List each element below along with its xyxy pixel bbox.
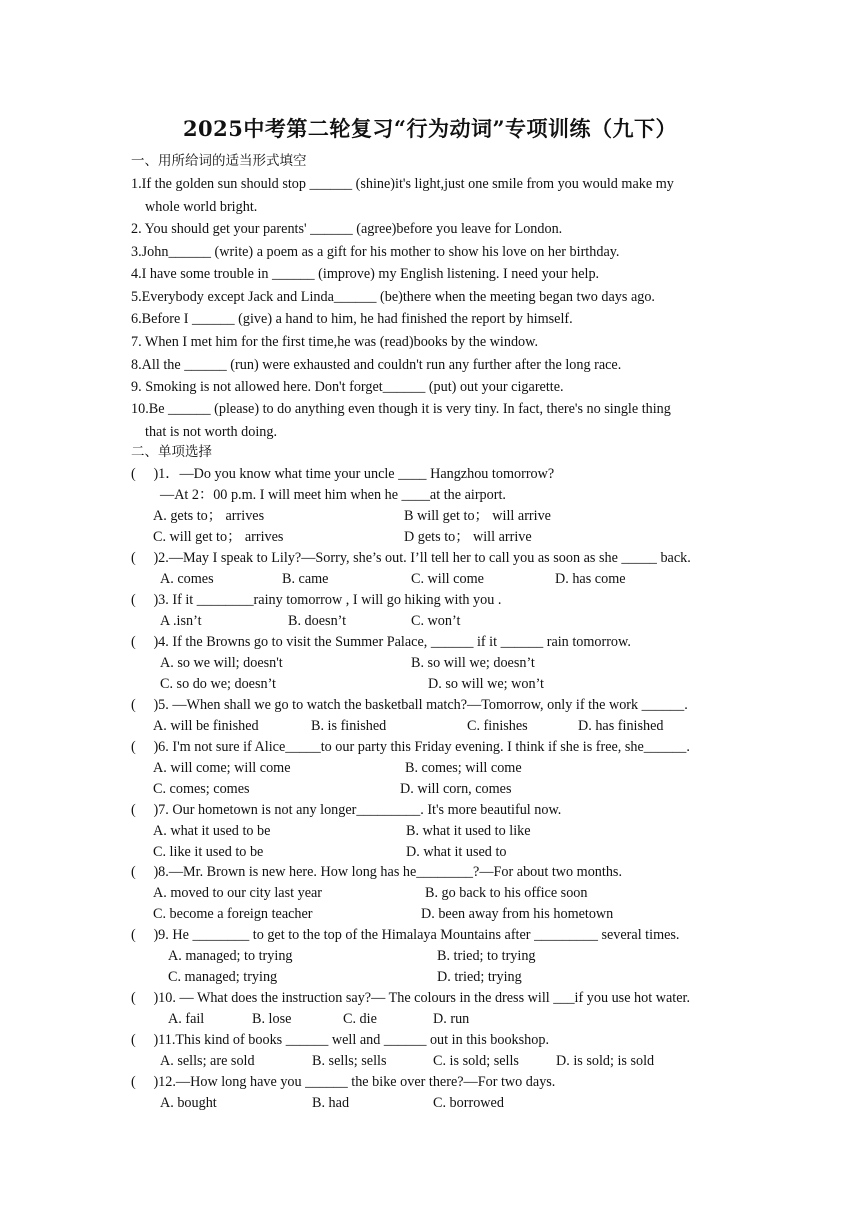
question-6-option-c: C. comes; comes (153, 781, 250, 797)
question-9-option-c: C. managed; trying (168, 969, 278, 985)
question-1-option-d: D gets to； will arrive (404, 529, 532, 545)
fill-item-9: 9. Smoking is not allowed here. Don't forget______ (put) out your cigarette. (131, 379, 564, 395)
question-3-option-a: A .isn’t (160, 613, 202, 629)
question-6-option-a: A. will come; will come (153, 760, 291, 776)
question-7-option-d: D. what it used to (406, 844, 507, 860)
question-9-option-d: D. tried; trying (437, 969, 522, 985)
question-6-option-b: B. comes; will come (405, 760, 522, 776)
question-1-option-a: A. gets to； arrives (153, 508, 265, 524)
fill-item-10: 10.Be ______ (please) to do anything even though it is very tiny. In fact, there's no single thing (131, 401, 671, 417)
question-11-option-a: A. sells; are sold (160, 1053, 255, 1069)
fill-item-4: 4.I have some trouble in ______ (improve) my English listening. I need your help. (131, 266, 600, 282)
question-1-option-c: C. will get to； arrives (153, 529, 284, 545)
question-3-option-c: C. won’t (411, 613, 461, 629)
question-8-option-a: A. moved to our city last year (153, 885, 323, 901)
fill-item-1-cont: whole world bright. (145, 199, 258, 215)
question-12-option-a: A. bought (160, 1095, 217, 1111)
question-1-option-b: B will get to； will arrive (404, 508, 551, 524)
question-8-option-d: D. been away from his hometown (421, 906, 614, 922)
question-4-option-d: D. so will we; won’t (428, 676, 544, 692)
question-10-option-d: D. run (433, 1011, 470, 1027)
question-2-option-b: B. came (282, 571, 329, 587)
section2-heading: 二、单项选择 (131, 444, 212, 460)
question-2-stem: ( )2.—May I speak to Lily?—Sorry, she’s out. I’ll tell her to call you as soon as she _____ back. (131, 550, 691, 566)
question-11-option-d: D. is sold; is sold (556, 1053, 655, 1069)
question-8-option-c: C. become a foreign teacher (153, 906, 313, 922)
question-6-stem: ( )6. I'm not sure if Alice_____to our party this Friday evening. I think if she is free, she______. (131, 739, 690, 755)
question-12-option-c: C. borrowed (433, 1095, 504, 1111)
question-5-option-c: C. finishes (467, 718, 528, 734)
question-4-stem: ( )4. If the Browns go to visit the Summer Palace, ______ if it ______ rain tomorrow. (131, 634, 631, 650)
question-10-stem: ( )10. — What does the instruction say?— The colours in the dress will ___if you use hot water. (131, 990, 690, 1006)
fill-item-3: 3.John______ (write) a poem as a gift for his mother to show his love on her birthday. (131, 244, 620, 260)
question-5-option-d: D. has finished (578, 718, 664, 734)
fill-item-1: 1.If the golden sun should stop ______ (shine)it's light,just one smile from you would make my (131, 176, 674, 192)
question-6-option-d: D. will corn, comes (400, 781, 512, 797)
section1-heading: 一、用所给词的适当形式填空 (131, 153, 307, 169)
question-1-stem-cont: —At 2：00 p.m. I will meet him when he ____at the airport. (160, 487, 506, 503)
question-11-option-b: B. sells; sells (312, 1053, 387, 1069)
question-2-option-a: A. comes (160, 571, 214, 587)
fill-item-8: 8.All the ______ (run) were exhausted and couldn't run any further after the long race. (131, 357, 622, 373)
question-11-stem: ( )11.This kind of books ______ well and ______ out in this bookshop. (131, 1032, 549, 1048)
question-2-option-d: D. has come (555, 571, 626, 587)
question-4-option-a: A. so we will; doesn't (160, 655, 283, 671)
question-7-stem: ( )7. Our hometown is not any longer_________. It's more beautiful now. (131, 802, 562, 818)
question-3-option-b: B. doesn’t (288, 613, 347, 629)
question-9-option-a: A. managed; to trying (168, 948, 293, 964)
question-5-option-b: B. is finished (311, 718, 387, 734)
question-12-stem: ( )12.—How long have you ______ the bike over there?—For two days. (131, 1074, 556, 1090)
question-9-option-b: B. tried; to trying (437, 948, 536, 964)
question-1-stem: ( )1．—Do you know what time your uncle ____ Hangzhou tomorrow? (131, 466, 555, 482)
fill-item-6: 6.Before I ______ (give) a hand to him, he had finished the report by himself. (131, 311, 573, 327)
fill-item-5: 5.Everybody except Jack and Linda______ (be)there when the meeting began two days ago. (131, 289, 655, 305)
fill-item-10-cont: that is not worth doing. (145, 424, 278, 440)
question-7-option-a: A. what it used to be (153, 823, 271, 839)
question-5-option-a: A. will be finished (153, 718, 259, 734)
question-10-option-b: B. lose (252, 1011, 292, 1027)
document-title: 2025中考第二轮复习“行为动词”专项训练（九下） (182, 116, 678, 141)
question-12-option-b: B. had (312, 1095, 350, 1111)
question-7-option-c: C. like it used to be (153, 844, 264, 860)
fill-item-2: 2. You should get your parents' ______ (agree)before you leave for London. (131, 221, 563, 237)
question-8-option-b: B. go back to his office soon (425, 885, 588, 901)
question-11-option-c: C. is sold; sells (433, 1053, 519, 1069)
question-2-option-c: C. will come (411, 571, 484, 587)
question-8-stem: ( )8.—Mr. Brown is new here. How long has he________?—For about two months. (131, 864, 622, 880)
question-3-stem: ( )3. If it ________rainy tomorrow , I will go hiking with you . (131, 592, 502, 608)
question-10-option-a: A. fail (168, 1011, 205, 1027)
question-5-stem: ( )5. —When shall we go to watch the basketball match?—Tomorrow, only if the work ______. (131, 697, 688, 713)
question-9-stem: ( )9. He ________ to get to the top of the Himalaya Mountains after _________ several times. (131, 927, 680, 943)
question-4-option-c: C. so do we; doesn’t (160, 676, 276, 692)
question-10-option-c: C. die (343, 1011, 377, 1027)
fill-item-7: 7. When I met him for the first time,he was (read)books by the window. (131, 334, 539, 350)
question-4-option-b: B. so will we; doesn’t (411, 655, 535, 671)
question-7-option-b: B. what it used to like (406, 823, 531, 839)
